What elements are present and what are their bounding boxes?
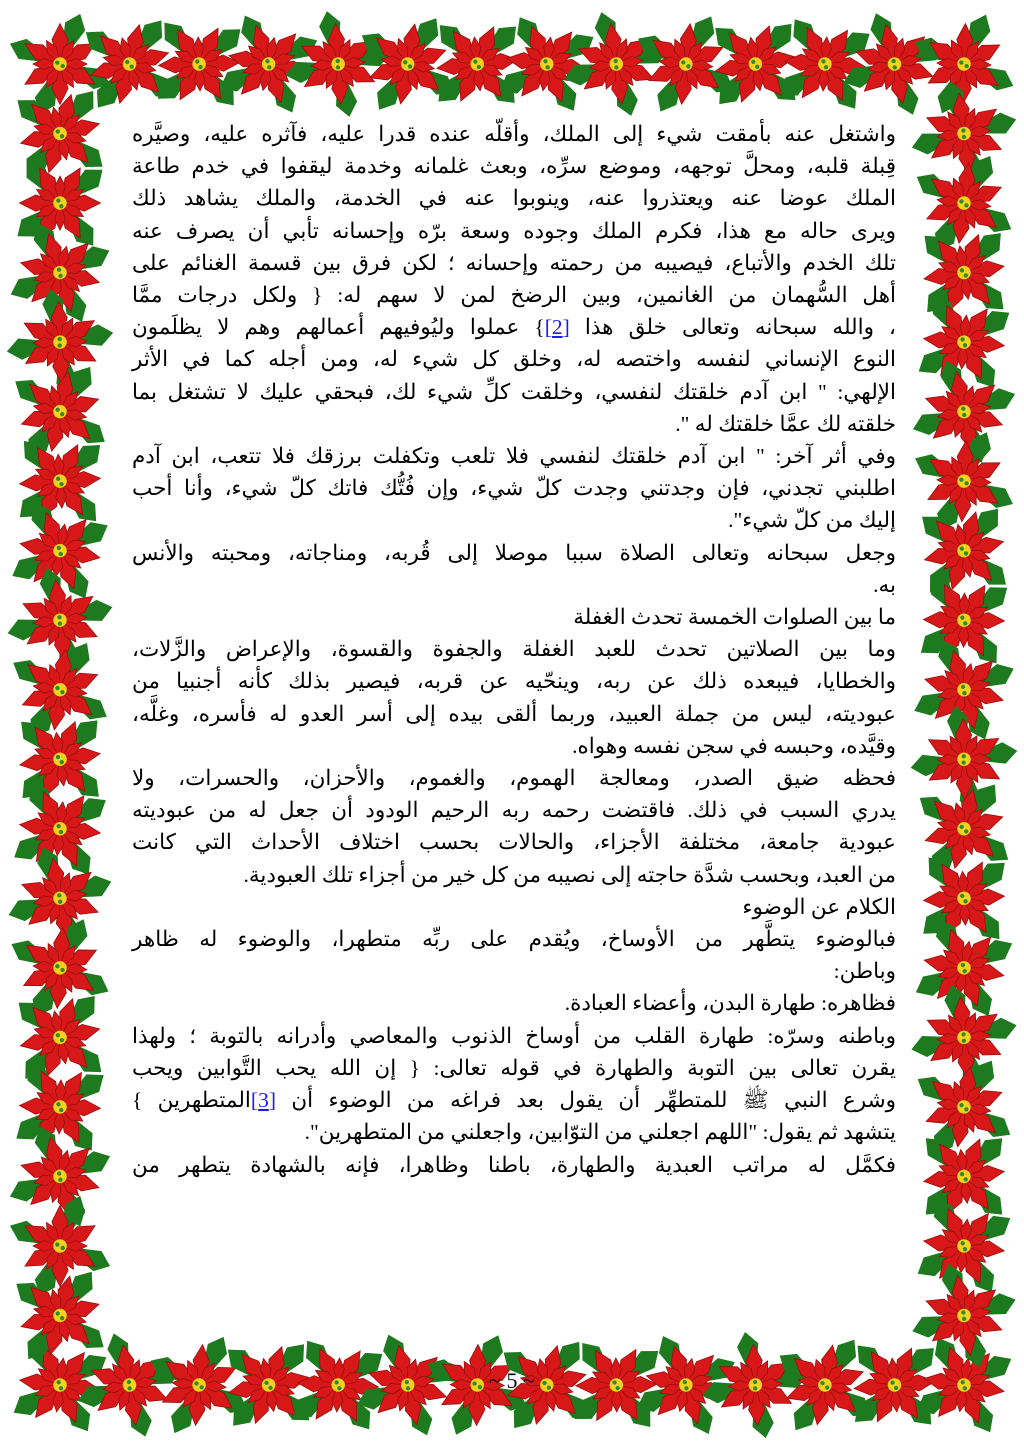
paragraph [132,537,896,601]
paragraph-with-footnote [132,311,896,343]
text-line: فحظه ضيق الصدر، ومعالجة الهموم، والغموم، والأحزان، والحسرات، ولا [132,766,896,791]
text-line: قِبلة قلبه، ومحلَّ توجهه، وموضع سرِّه، وبعث غلمانه وخدمة ليقفوا في خدم طاعة [132,154,896,179]
section-heading [132,601,896,633]
text-line: وقيَّده، وحبسه في سجن نفسه وهواه. [572,733,896,758]
text-line: أهل السُّهمان من الغانمين، وبين الرضخ لمن لا سهم له: { ولكل درجات ممَّا [132,283,896,308]
footnote-link-2[interactable]: [2] [544,315,570,340]
text-segment: ، والله سبحانه وتعالى خلق هذا [584,315,896,340]
text-segment: المتطهرين } [132,1088,251,1113]
text-line: فبالوضوء يتطَّهر من الأوساخ، ويُقدم على ربِّه متطهرا، والوضوء له ظاهر [132,927,896,952]
paragraph [132,1020,896,1084]
text-line [132,1084,896,1116]
text-line: خلقته لك عمَّا خلقتك له ". [675,411,896,436]
text-line: من العبد، وبحسب شدَّة حاجته إلى نصيبه من كل خير من أجزاء تلك العبودية. [243,862,896,887]
document-body [132,118,896,1181]
text-line: وفي أثر آخر: " ابن آدم خلقتك لنفسي فلا تلعب وتكفلت برزقك فلا تتعب، ابن آدم [132,444,896,469]
paragraph [132,923,896,987]
paragraph [132,762,896,891]
footnote-link-3[interactable]: [3] [250,1088,276,1113]
text-line: عبوديته، ليس من جملة العبيد، وربما ألقى بيده إلى أسر العدو له فأسره، وغلَّه، [132,701,896,726]
text-segment: } عملوا وليُوفيهم أعمالهم وهم لا يظلَمون [132,315,545,340]
text-line: الملك عوضا عنه ويعتذروا عنه، وينوبوا عنه في الخدمة، والملك يشاهد ذلك [132,186,896,211]
text-line: الإلهي: " ابن آدم خلقتك لنفسي، وخلقت كلِّ شيء لك، فبحقي عليك لا تشتغل بما [132,379,896,404]
text-line: فكمَّل له مراتب العبدية والطهارة، باطنا وظاهرا، فإنه بالشهادة يتطهر من [132,1152,896,1177]
paragraph [132,343,896,440]
heading-text: ما بين الصلوات الخمسة تحدث الغفلة [573,605,896,630]
text-line: والخطايا، فيبعده ذلك عن ربه، وينحّيه عن قربه، فيصير بذلك كأنه أجنبيا من [132,669,896,694]
paragraph [132,1116,896,1180]
text-segment: وشرع النبي ﷺ للمتطهِّر أن يقول بعد فراغه من الوضوء أن [291,1088,896,1113]
paragraph [132,633,896,762]
text-line: عبودية جامعة، مختلفة الأجزاء، والحالات بحسب اختلاف الأحداث التي كانت [132,830,896,855]
text-line: اطلبني تجدني، فإن وجدتني وجدت كلّ شيء، وإن فُتُّك فاتك كلّ شيء، وأنا أحب [132,476,896,501]
text-line: يقرن تعالى بين التوبة والطهارة في قوله تعالى: { إن الله يحب التَّوابين ويحب [132,1055,896,1080]
text-line: به. [873,572,896,597]
text-line: تلك الخدم والأتباع، فيصيبه من رحمته وإحسانه ؛ لكن فرق بين قسمة الغنائم على [132,250,896,275]
text-line [132,311,896,343]
text-line: وباطن: [833,959,896,984]
page-number: ~ 5 ~ [489,1368,535,1393]
text-line: وجعل سبحانه وتعالى الصلاة سببا موصلا إلى قُربه، ومناجاته، ومحبته والأنس [132,540,896,565]
section-heading [132,891,896,923]
text-line: ويرى حاله مع هذا، فكرم الملك وجوده وسعة برّه وإحسانه تأبي أن يصرف عنه [132,218,896,243]
heading-text: الكلام عن الوضوء [742,894,896,919]
paragraph [132,987,896,1019]
paragraph-with-footnote [132,1084,896,1116]
paragraph [132,440,896,537]
text-line: واشتغل عنه بأمقت شيء إلى الملك، وأقلّه عنده قدرا عليه، فآثره عليه، وصيَّره [132,122,896,146]
text-line: النوع الإنساني لنفسه واختصه له، وخلق كل شيء له، ومن أجله كما في الأثر [132,347,896,372]
text-line: إليك من كلّ شيء". [728,508,896,533]
paragraph [132,118,896,311]
text-line: يدري السبب في ذلك. فاقتضت رحمه ربه الرحيم الودود أن جعل له من عبوديته [132,798,896,823]
text-line: فظاهره: طهارة البدن، وأعضاء العبادة. [564,991,896,1016]
text-line: يتشهد ثم يقول: "اللهم اجعلني من التوّابين، واجعلني من المتطهرين". [304,1120,896,1145]
text-line: وما بين الصلاتين تحدث للعبد الغفلة والجفوة والقسوة، والإعراض والزَّلات، [132,637,896,662]
text-line: وباطنه وسرّه: طهارة القلب من أوساخ الذنوب والمعاصي وأدرانه بالتوبة ؛ ولهذا [132,1023,896,1048]
